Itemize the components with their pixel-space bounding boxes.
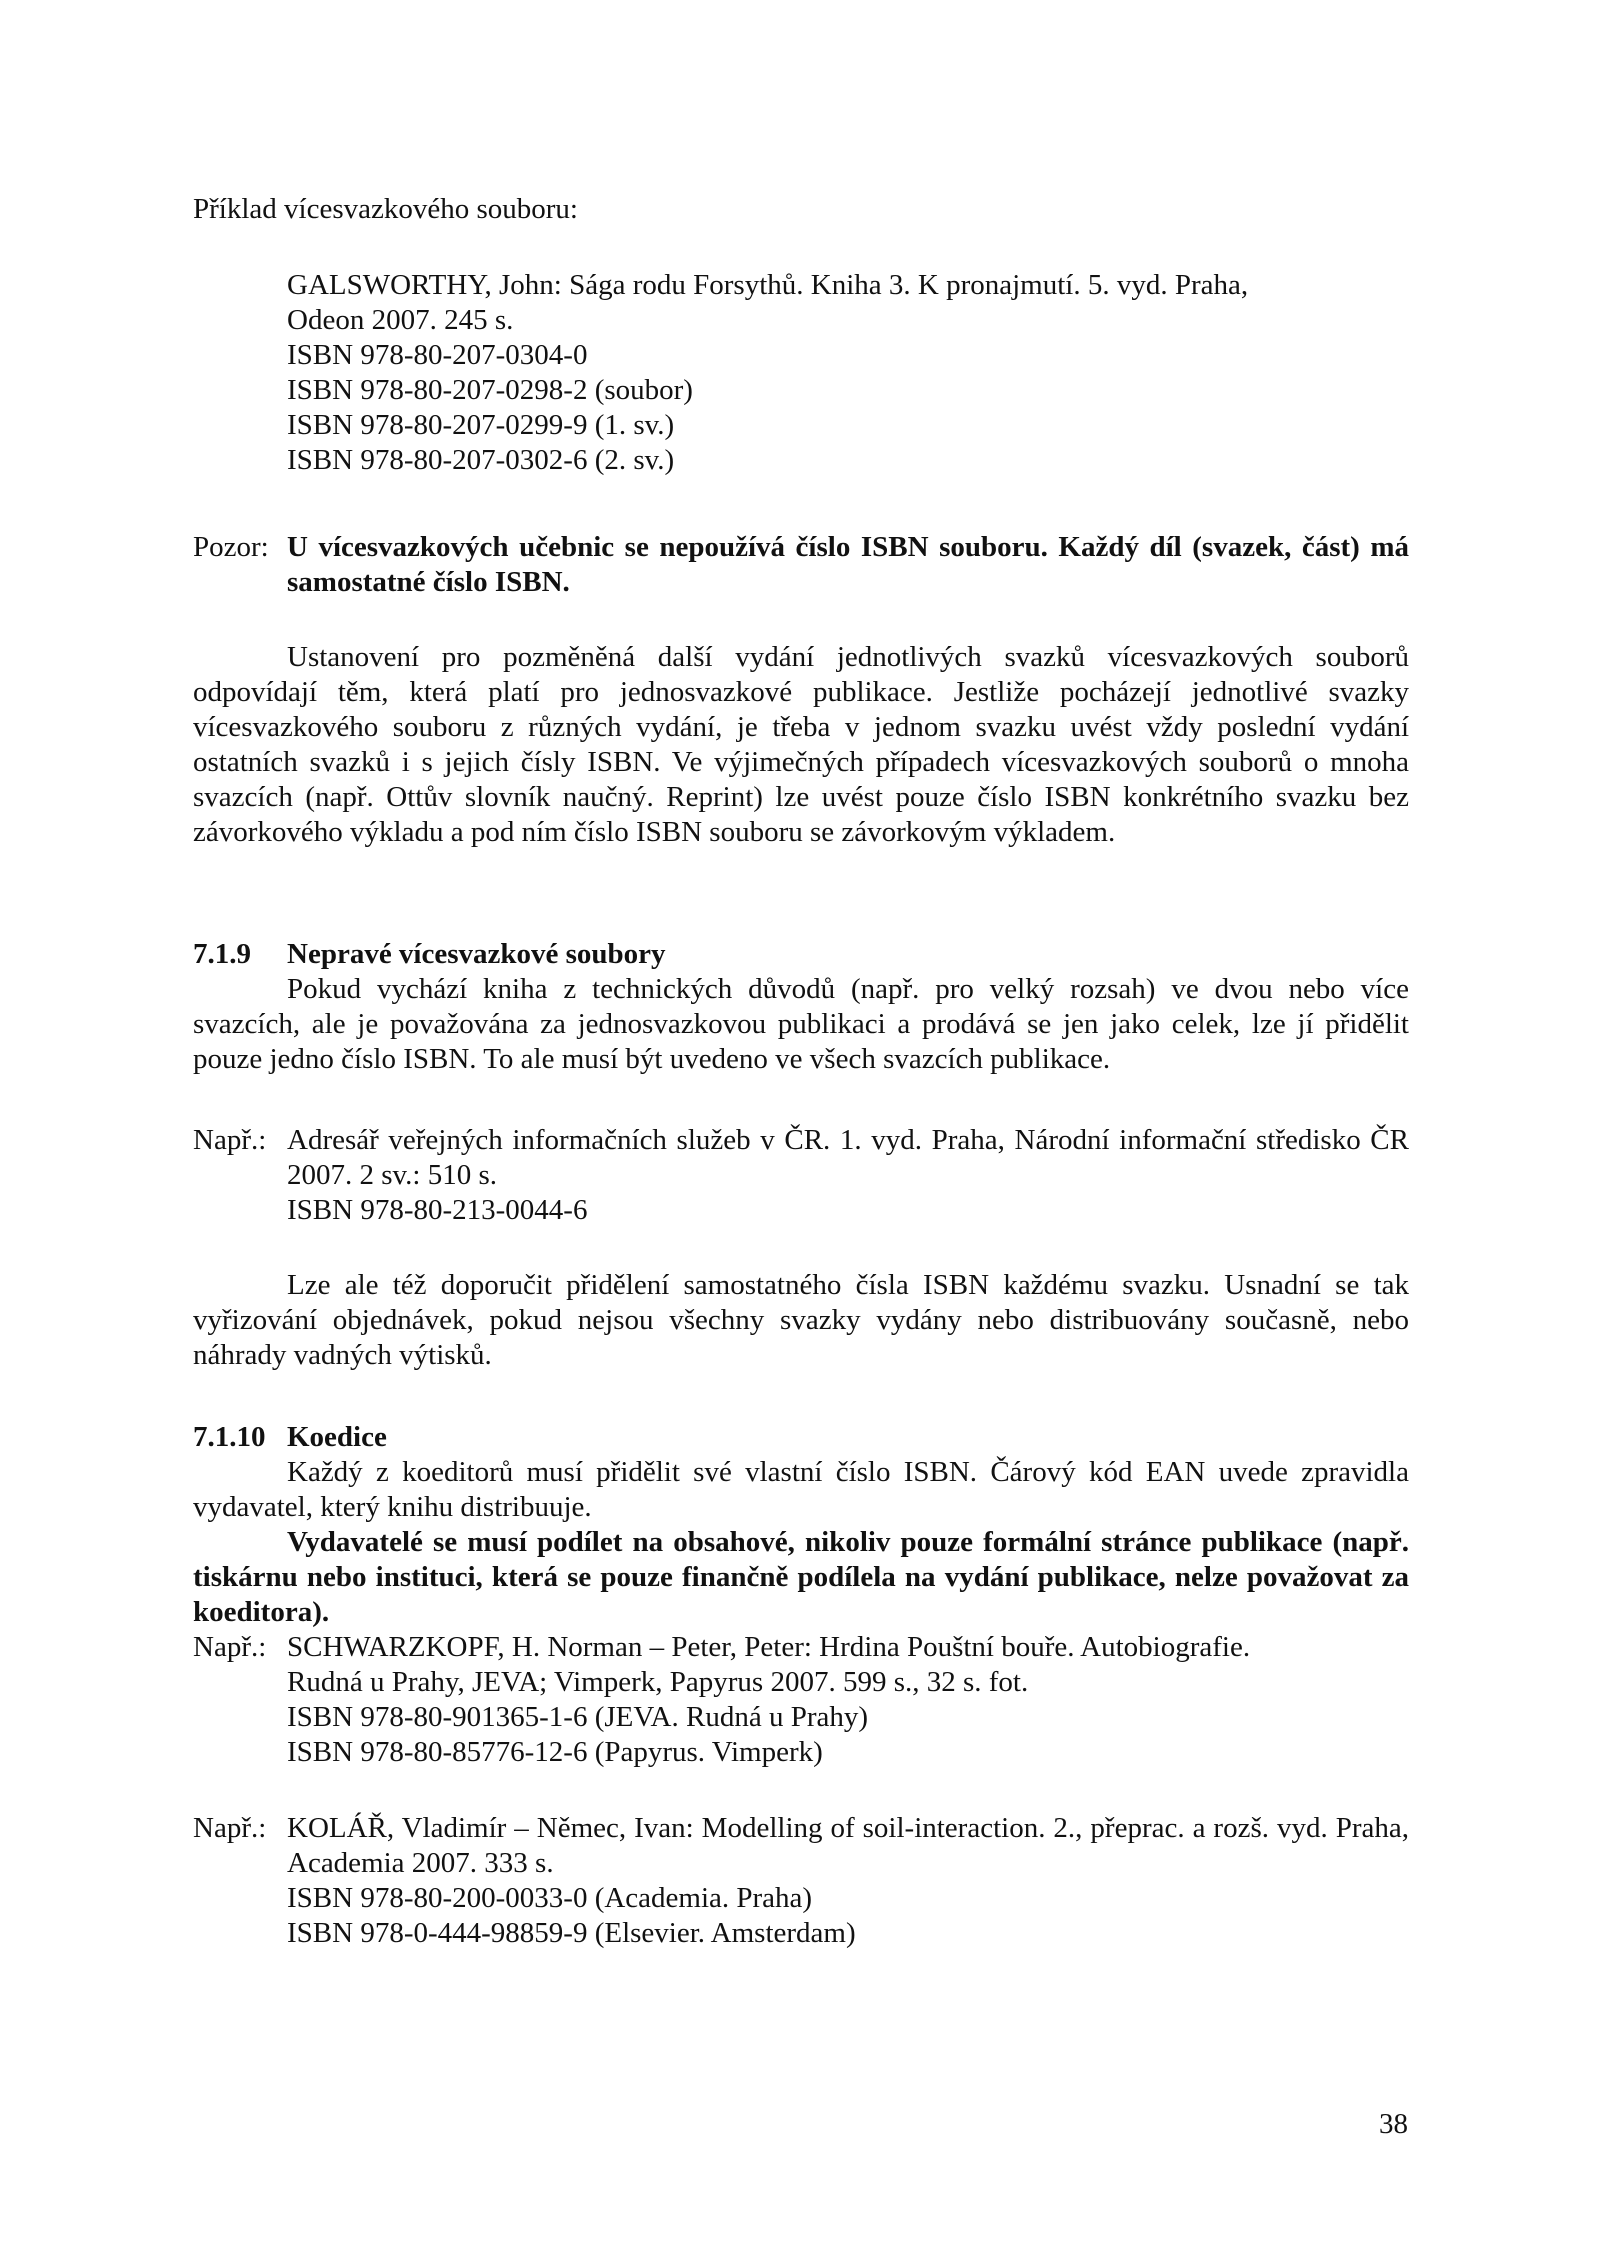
example-label: Např.: <box>193 1124 267 1156</box>
section-title: Koedice <box>287 1421 387 1453</box>
section-paragraph-2: Lze ale též doporučit přidělení samostatného čísla ISBN každému svazku. Usnadní se tak vyřizování objednávek, pokud nejsou všechny svazky vydány nebo distribuovány současně, nebo náhrady vadných výtisků. <box>193 1269 1409 1371</box>
page-number: 38 <box>1379 2108 1408 2140</box>
example-line: ISBN 978-80-85776-12-6 (Papyrus. Vimperk) <box>287 1736 823 1768</box>
section-number: 7.1.9 <box>193 938 251 970</box>
example-line: ISBN 978-80-200-0033-0 (Academia. Praha) <box>287 1882 813 1914</box>
example-line: Odeon 2007. 245 s. <box>287 304 514 336</box>
section-bold-paragraph: Vydavatelé se musí podílet na obsahové, nikoliv pouze formální stránce publikace (např. tiskárnu nebo instituci, která se pouze finančně podílela na vydání publikace, nelze považovat za koeditora). <box>193 1526 1409 1628</box>
paragraph-revised-editions: Ustanovení pro pozměněná další vydání jednotlivých svazků vícesvazkových souborů odpovídají těm, která platí pro jednosvazkové publikace. Jestliže pocházejí jednotlivé svazky vícesvazkového souboru z různých vydání, je třeba v jednom svazku uvést vždy poslední vydání ostatních svazků i s jejich čísly ISBN. Ve výjimečných případech vícesvazkových souborů o mnoha svazcích (např. Ottův slovník naučný. Reprint) lze uvést pouze číslo ISBN konkrétního svazku bez závorkového výkladu a pod ním číslo ISBN souboru se závorkovým výkladem. <box>193 641 1409 848</box>
example-line: ISBN 978-80-207-0299-9 (1. sv.) <box>287 409 675 441</box>
example-label: Např.: <box>193 1812 267 1844</box>
coedition-example-1 <box>287 1630 1409 1770</box>
section-title: Nepravé vícesvazkové soubory <box>287 938 666 970</box>
intro-heading: Příklad vícesvazkového souboru: <box>193 193 578 225</box>
example-label: Např.: <box>193 1631 267 1663</box>
example-isbn: ISBN 978-80-213-0044-6 <box>287 1194 588 1226</box>
example-line: ISBN 978-80-901365-1-6 (JEVA. Rudná u Prahy) <box>287 1701 869 1733</box>
example-line: Rudná u Prahy, JEVA; Vimperk, Papyrus 2007. 599 s., 32 s. fot. <box>287 1666 1029 1698</box>
section-number: 7.1.10 <box>193 1421 266 1453</box>
coedition-example-2-text: KOLÁŘ, Vladimír – Němec, Ivan: Modelling of soil-interaction. 2., přeprac. a rozš. vyd. Praha, Academia 2007. 333 s. <box>287 1812 1409 1879</box>
coedition-example-2-isbns <box>287 1881 1409 1951</box>
section-paragraph: Pokud vychází kniha z technických důvodů (např. pro velký rozsah) ve dvou nebo více svazcích, ale je považována za jednosvazkovou publikaci a prodává se jen jako celek, lze jí přidělit pouze jedno číslo ISBN. To ale musí být uvedeno ve všech svazcích publikace. <box>193 973 1409 1075</box>
example-line: ISBN 978-80-207-0298-2 (soubor) <box>287 374 693 406</box>
example-line: ISBN 978-80-207-0304-0 <box>287 339 588 371</box>
example-line: GALSWORTHY, John: Sága rodu Forsythů. Kniha 3. K pronajmutí. 5. vyd. Praha, <box>287 269 1249 301</box>
example-line: ISBN 978-80-207-0302-6 (2. sv.) <box>287 444 675 476</box>
example-line: ISBN 978-0-444-98859-9 (Elsevier. Amsterdam) <box>287 1917 856 1949</box>
multi-volume-example <box>287 268 1409 478</box>
section-paragraph: Každý z koeditorů musí přidělit své vlastní číslo ISBN. Čárový kód EAN uvede zpravidla vydavatel, který knihu distribuuje. <box>193 1456 1409 1523</box>
warning-label: Pozor: <box>193 531 269 563</box>
example-text: Adresář veřejných informačních služeb v ČR. 1. vyd. Praha, Národní informační středisko ČR 2007. 2 sv.: 510 s. <box>287 1124 1409 1191</box>
warning-text: U vícesvazkových učebnic se nepoužívá číslo ISBN souboru. Každý díl (svazek, část) má samostatné číslo ISBN. <box>287 531 1409 598</box>
example-line: SCHWARZKOPF, H. Norman – Peter, Peter: Hrdina Pouštní bouře. Autobiografie. <box>287 1631 1251 1663</box>
